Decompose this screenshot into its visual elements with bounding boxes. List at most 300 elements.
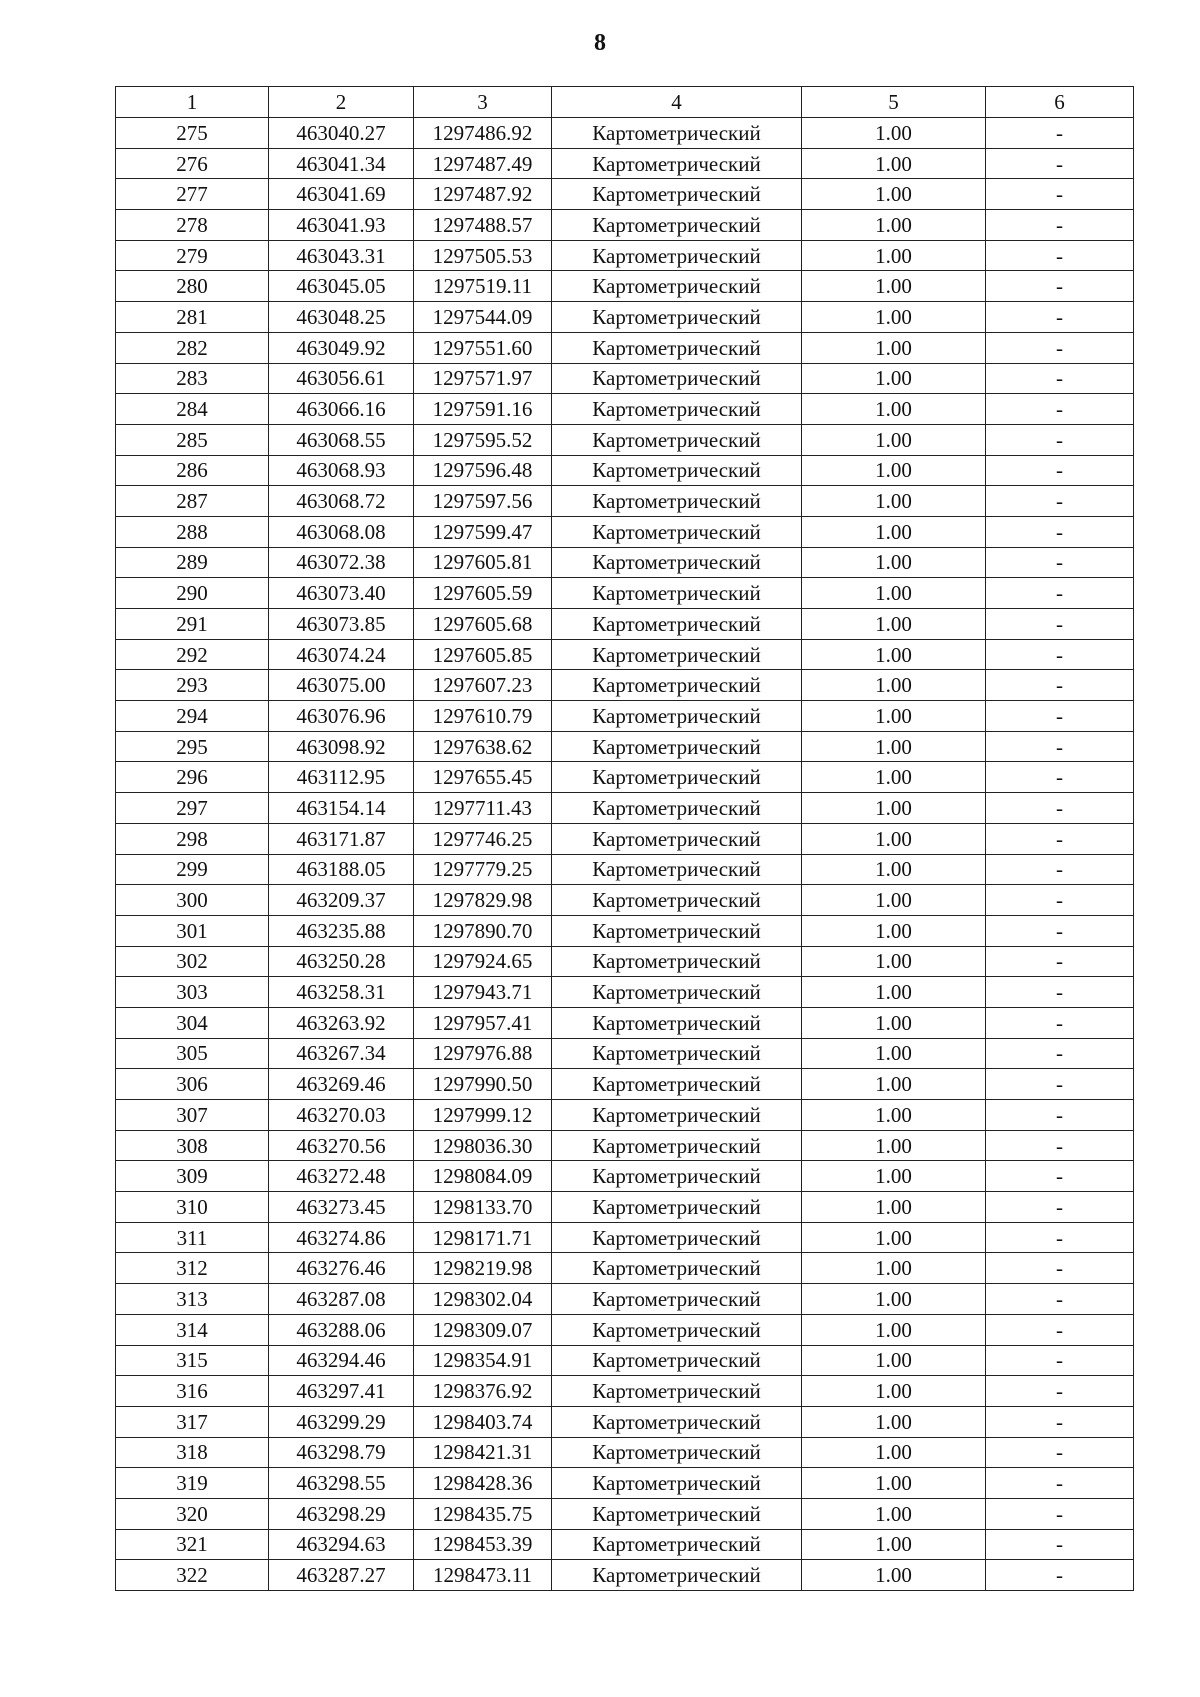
method-cell: Картометрический — [552, 332, 802, 363]
y-coordinate-cell: 1298036.30 — [414, 1130, 552, 1161]
description-cell: - — [986, 302, 1134, 333]
point-number-cell: 280 — [116, 271, 269, 302]
accuracy-cell: 1.00 — [802, 762, 986, 793]
method-cell: Картометрический — [552, 210, 802, 241]
description-cell: - — [986, 118, 1134, 149]
description-cell: - — [986, 332, 1134, 363]
accuracy-cell: 1.00 — [802, 1130, 986, 1161]
method-cell: Картометрический — [552, 762, 802, 793]
method-cell: Картометрический — [552, 424, 802, 455]
point-number-cell: 320 — [116, 1498, 269, 1529]
method-cell: Картометрический — [552, 302, 802, 333]
accuracy-cell: 1.00 — [802, 915, 986, 946]
x-coordinate-cell: 463112.95 — [269, 762, 414, 793]
table-row — [116, 240, 1134, 271]
table-row — [116, 1222, 1134, 1253]
x-coordinate-cell: 463075.00 — [269, 670, 414, 701]
method-cell: Картометрический — [552, 977, 802, 1008]
description-cell: - — [986, 516, 1134, 547]
method-cell: Картометрический — [552, 1130, 802, 1161]
accuracy-cell: 1.00 — [802, 1069, 986, 1100]
description-cell: - — [986, 1314, 1134, 1345]
x-coordinate-cell: 463209.37 — [269, 885, 414, 916]
table-row — [116, 1069, 1134, 1100]
y-coordinate-cell: 1298428.36 — [414, 1468, 552, 1499]
table-header — [116, 87, 1134, 118]
description-cell: - — [986, 977, 1134, 1008]
point-number-cell: 283 — [116, 363, 269, 394]
accuracy-cell: 1.00 — [802, 1192, 986, 1223]
method-cell: Картометрический — [552, 946, 802, 977]
y-coordinate-cell: 1298219.98 — [414, 1253, 552, 1284]
x-coordinate-cell: 463274.86 — [269, 1222, 414, 1253]
method-cell: Картометрический — [552, 1222, 802, 1253]
header-cell-3: 3 — [414, 87, 552, 118]
description-cell: - — [986, 179, 1134, 210]
description-cell: - — [986, 1345, 1134, 1376]
point-number-cell: 297 — [116, 793, 269, 824]
description-cell: - — [986, 148, 1134, 179]
method-cell: Картометрический — [552, 118, 802, 149]
accuracy-cell: 1.00 — [802, 1284, 986, 1315]
point-number-cell: 276 — [116, 148, 269, 179]
method-cell: Картометрический — [552, 1560, 802, 1591]
accuracy-cell: 1.00 — [802, 516, 986, 547]
description-cell: - — [986, 701, 1134, 732]
accuracy-cell: 1.00 — [802, 670, 986, 701]
table-body — [116, 118, 1134, 1591]
method-cell: Картометрический — [552, 1345, 802, 1376]
description-cell: - — [986, 1468, 1134, 1499]
method-cell: Картометрический — [552, 670, 802, 701]
table-row — [116, 701, 1134, 732]
x-coordinate-cell: 463288.06 — [269, 1314, 414, 1345]
y-coordinate-cell: 1297599.47 — [414, 516, 552, 547]
method-cell: Картометрический — [552, 1100, 802, 1131]
accuracy-cell: 1.00 — [802, 1222, 986, 1253]
method-cell: Картометрический — [552, 1038, 802, 1069]
table-row — [116, 1038, 1134, 1069]
y-coordinate-cell: 1297829.98 — [414, 885, 552, 916]
accuracy-cell: 1.00 — [802, 823, 986, 854]
table-row — [116, 977, 1134, 1008]
x-coordinate-cell: 463076.96 — [269, 701, 414, 732]
header-row — [116, 87, 1134, 118]
method-cell: Картометрический — [552, 1253, 802, 1284]
point-number-cell: 319 — [116, 1468, 269, 1499]
method-cell: Картометрический — [552, 885, 802, 916]
description-cell: - — [986, 1406, 1134, 1437]
table-row — [116, 639, 1134, 670]
accuracy-cell: 1.00 — [802, 332, 986, 363]
accuracy-cell: 1.00 — [802, 1376, 986, 1407]
point-number-cell: 295 — [116, 731, 269, 762]
table-row — [116, 547, 1134, 578]
x-coordinate-cell: 463235.88 — [269, 915, 414, 946]
point-number-cell: 286 — [116, 455, 269, 486]
description-cell: - — [986, 547, 1134, 578]
point-number-cell: 313 — [116, 1284, 269, 1315]
point-number-cell: 314 — [116, 1314, 269, 1345]
description-cell: - — [986, 823, 1134, 854]
x-coordinate-cell: 463298.79 — [269, 1437, 414, 1468]
method-cell: Картометрический — [552, 854, 802, 885]
method-cell: Картометрический — [552, 731, 802, 762]
accuracy-cell: 1.00 — [802, 793, 986, 824]
point-number-cell: 277 — [116, 179, 269, 210]
point-number-cell: 316 — [116, 1376, 269, 1407]
point-number-cell: 293 — [116, 670, 269, 701]
method-cell: Картометрический — [552, 1468, 802, 1499]
method-cell: Картометрический — [552, 547, 802, 578]
accuracy-cell: 1.00 — [802, 1498, 986, 1529]
description-cell: - — [986, 1192, 1134, 1223]
table-row — [116, 885, 1134, 916]
table-row — [116, 363, 1134, 394]
point-number-cell: 311 — [116, 1222, 269, 1253]
method-cell: Картометрический — [552, 394, 802, 425]
accuracy-cell: 1.00 — [802, 977, 986, 1008]
x-coordinate-cell: 463068.55 — [269, 424, 414, 455]
y-coordinate-cell: 1297990.50 — [414, 1069, 552, 1100]
y-coordinate-cell: 1297605.59 — [414, 578, 552, 609]
y-coordinate-cell: 1297591.16 — [414, 394, 552, 425]
accuracy-cell: 1.00 — [802, 394, 986, 425]
y-coordinate-cell: 1297597.56 — [414, 486, 552, 517]
table-row — [116, 1100, 1134, 1131]
point-number-cell: 321 — [116, 1529, 269, 1560]
x-coordinate-cell: 463270.56 — [269, 1130, 414, 1161]
x-coordinate-cell: 463073.40 — [269, 578, 414, 609]
table-row — [116, 670, 1134, 701]
description-cell: - — [986, 1529, 1134, 1560]
description-cell: - — [986, 946, 1134, 977]
description-cell: - — [986, 762, 1134, 793]
point-number-cell: 279 — [116, 240, 269, 271]
x-coordinate-cell: 463056.61 — [269, 363, 414, 394]
description-cell: - — [986, 1069, 1134, 1100]
accuracy-cell: 1.00 — [802, 179, 986, 210]
method-cell: Картометрический — [552, 915, 802, 946]
header-cell-4: 4 — [552, 87, 802, 118]
accuracy-cell: 1.00 — [802, 363, 986, 394]
accuracy-cell: 1.00 — [802, 1100, 986, 1131]
point-number-cell: 302 — [116, 946, 269, 977]
description-cell: - — [986, 1161, 1134, 1192]
point-number-cell: 322 — [116, 1560, 269, 1591]
x-coordinate-cell: 463041.34 — [269, 148, 414, 179]
point-number-cell: 284 — [116, 394, 269, 425]
y-coordinate-cell: 1297488.57 — [414, 210, 552, 241]
point-number-cell: 290 — [116, 578, 269, 609]
description-cell: - — [986, 1222, 1134, 1253]
method-cell: Картометрический — [552, 455, 802, 486]
x-coordinate-cell: 463068.93 — [269, 455, 414, 486]
point-number-cell: 296 — [116, 762, 269, 793]
accuracy-cell: 1.00 — [802, 731, 986, 762]
point-number-cell: 306 — [116, 1069, 269, 1100]
accuracy-cell: 1.00 — [802, 1560, 986, 1591]
point-number-cell: 303 — [116, 977, 269, 1008]
y-coordinate-cell: 1297544.09 — [414, 302, 552, 333]
description-cell: - — [986, 793, 1134, 824]
y-coordinate-cell: 1297571.97 — [414, 363, 552, 394]
y-coordinate-cell: 1297999.12 — [414, 1100, 552, 1131]
table-row — [116, 394, 1134, 425]
accuracy-cell: 1.00 — [802, 578, 986, 609]
accuracy-cell: 1.00 — [802, 547, 986, 578]
description-cell: - — [986, 394, 1134, 425]
method-cell: Картометрический — [552, 179, 802, 210]
description-cell: - — [986, 1560, 1134, 1591]
accuracy-cell: 1.00 — [802, 1253, 986, 1284]
header-cell-2: 2 — [269, 87, 414, 118]
method-cell: Картометрический — [552, 363, 802, 394]
y-coordinate-cell: 1298453.39 — [414, 1529, 552, 1560]
accuracy-cell: 1.00 — [802, 1038, 986, 1069]
coordinates-table — [115, 86, 1134, 1591]
y-coordinate-cell: 1297605.68 — [414, 609, 552, 640]
accuracy-cell: 1.00 — [802, 1007, 986, 1038]
table-row — [116, 823, 1134, 854]
method-cell: Картометрический — [552, 516, 802, 547]
table-row — [116, 1284, 1134, 1315]
y-coordinate-cell: 1297779.25 — [414, 854, 552, 885]
description-cell: - — [986, 1038, 1134, 1069]
y-coordinate-cell: 1298133.70 — [414, 1192, 552, 1223]
point-number-cell: 315 — [116, 1345, 269, 1376]
table-row — [116, 1130, 1134, 1161]
y-coordinate-cell: 1298421.31 — [414, 1437, 552, 1468]
x-coordinate-cell: 463270.03 — [269, 1100, 414, 1131]
table-row — [116, 1468, 1134, 1499]
description-cell: - — [986, 885, 1134, 916]
method-cell: Картометрический — [552, 1406, 802, 1437]
table-row — [116, 210, 1134, 241]
y-coordinate-cell: 1298376.92 — [414, 1376, 552, 1407]
method-cell: Картометрический — [552, 639, 802, 670]
method-cell: Картометрический — [552, 823, 802, 854]
accuracy-cell: 1.00 — [802, 1314, 986, 1345]
y-coordinate-cell: 1297607.23 — [414, 670, 552, 701]
x-coordinate-cell: 463258.31 — [269, 977, 414, 1008]
description-cell: - — [986, 639, 1134, 670]
point-number-cell: 309 — [116, 1161, 269, 1192]
description-cell: - — [986, 424, 1134, 455]
accuracy-cell: 1.00 — [802, 148, 986, 179]
accuracy-cell: 1.00 — [802, 240, 986, 271]
y-coordinate-cell: 1297943.71 — [414, 977, 552, 1008]
accuracy-cell: 1.00 — [802, 1161, 986, 1192]
method-cell: Картометрический — [552, 1376, 802, 1407]
x-coordinate-cell: 463074.24 — [269, 639, 414, 670]
method-cell: Картометрический — [552, 1498, 802, 1529]
x-coordinate-cell: 463073.85 — [269, 609, 414, 640]
point-number-cell: 299 — [116, 854, 269, 885]
method-cell: Картометрический — [552, 1007, 802, 1038]
description-cell: - — [986, 1130, 1134, 1161]
y-coordinate-cell: 1298084.09 — [414, 1161, 552, 1192]
description-cell: - — [986, 240, 1134, 271]
x-coordinate-cell: 463272.48 — [269, 1161, 414, 1192]
method-cell: Картометрический — [552, 1314, 802, 1345]
description-cell: - — [986, 486, 1134, 517]
y-coordinate-cell: 1298435.75 — [414, 1498, 552, 1529]
accuracy-cell: 1.00 — [802, 639, 986, 670]
method-cell: Картометрический — [552, 1437, 802, 1468]
point-number-cell: 282 — [116, 332, 269, 363]
accuracy-cell: 1.00 — [802, 118, 986, 149]
table-row — [116, 1437, 1134, 1468]
accuracy-cell: 1.00 — [802, 609, 986, 640]
accuracy-cell: 1.00 — [802, 210, 986, 241]
point-number-cell: 300 — [116, 885, 269, 916]
method-cell: Картометрический — [552, 578, 802, 609]
point-number-cell: 278 — [116, 210, 269, 241]
point-number-cell: 288 — [116, 516, 269, 547]
table-row — [116, 455, 1134, 486]
description-cell: - — [986, 731, 1134, 762]
description-cell: - — [986, 670, 1134, 701]
x-coordinate-cell: 463276.46 — [269, 1253, 414, 1284]
table-row — [116, 1529, 1134, 1560]
method-cell: Картометрический — [552, 1161, 802, 1192]
x-coordinate-cell: 463298.29 — [269, 1498, 414, 1529]
table-row — [116, 1253, 1134, 1284]
point-number-cell: 287 — [116, 486, 269, 517]
x-coordinate-cell: 463068.72 — [269, 486, 414, 517]
point-number-cell: 292 — [116, 639, 269, 670]
method-cell: Картометрический — [552, 1192, 802, 1223]
y-coordinate-cell: 1297957.41 — [414, 1007, 552, 1038]
x-coordinate-cell: 463171.87 — [269, 823, 414, 854]
point-number-cell: 308 — [116, 1130, 269, 1161]
method-cell: Картометрический — [552, 701, 802, 732]
accuracy-cell: 1.00 — [802, 486, 986, 517]
method-cell: Картометрический — [552, 271, 802, 302]
x-coordinate-cell: 463294.63 — [269, 1529, 414, 1560]
y-coordinate-cell: 1297605.85 — [414, 639, 552, 670]
y-coordinate-cell: 1297487.49 — [414, 148, 552, 179]
point-number-cell: 281 — [116, 302, 269, 333]
point-number-cell: 291 — [116, 609, 269, 640]
table-row — [116, 609, 1134, 640]
accuracy-cell: 1.00 — [802, 302, 986, 333]
description-cell: - — [986, 1284, 1134, 1315]
description-cell: - — [986, 578, 1134, 609]
y-coordinate-cell: 1297487.92 — [414, 179, 552, 210]
description-cell: - — [986, 1253, 1134, 1284]
y-coordinate-cell: 1297551.60 — [414, 332, 552, 363]
x-coordinate-cell: 463049.92 — [269, 332, 414, 363]
y-coordinate-cell: 1297505.53 — [414, 240, 552, 271]
table-row — [116, 271, 1134, 302]
accuracy-cell: 1.00 — [802, 1406, 986, 1437]
table-row — [116, 148, 1134, 179]
x-coordinate-cell: 463263.92 — [269, 1007, 414, 1038]
method-cell: Картометрический — [552, 486, 802, 517]
x-coordinate-cell: 463068.08 — [269, 516, 414, 547]
x-coordinate-cell: 463287.27 — [269, 1560, 414, 1591]
y-coordinate-cell: 1297486.92 — [414, 118, 552, 149]
accuracy-cell: 1.00 — [802, 1468, 986, 1499]
y-coordinate-cell: 1297976.88 — [414, 1038, 552, 1069]
x-coordinate-cell: 463299.29 — [269, 1406, 414, 1437]
header-cell-6: 6 — [986, 87, 1134, 118]
x-coordinate-cell: 463188.05 — [269, 854, 414, 885]
y-coordinate-cell: 1297638.62 — [414, 731, 552, 762]
table-row — [116, 946, 1134, 977]
x-coordinate-cell: 463041.69 — [269, 179, 414, 210]
description-cell: - — [986, 271, 1134, 302]
x-coordinate-cell: 463066.16 — [269, 394, 414, 425]
header-cell-1: 1 — [116, 87, 269, 118]
table-row — [116, 762, 1134, 793]
table-row — [116, 332, 1134, 363]
point-number-cell: 285 — [116, 424, 269, 455]
point-number-cell: 307 — [116, 1100, 269, 1131]
point-number-cell: 318 — [116, 1437, 269, 1468]
accuracy-cell: 1.00 — [802, 424, 986, 455]
x-coordinate-cell: 463098.92 — [269, 731, 414, 762]
description-cell: - — [986, 609, 1134, 640]
y-coordinate-cell: 1297595.52 — [414, 424, 552, 455]
x-coordinate-cell: 463250.28 — [269, 946, 414, 977]
y-coordinate-cell: 1297924.65 — [414, 946, 552, 977]
table-row — [116, 516, 1134, 547]
description-cell: - — [986, 210, 1134, 241]
accuracy-cell: 1.00 — [802, 854, 986, 885]
point-number-cell: 317 — [116, 1406, 269, 1437]
x-coordinate-cell: 463040.27 — [269, 118, 414, 149]
table-row — [116, 1560, 1134, 1591]
y-coordinate-cell: 1298309.07 — [414, 1314, 552, 1345]
y-coordinate-cell: 1298302.04 — [414, 1284, 552, 1315]
method-cell: Картометрический — [552, 793, 802, 824]
table-row — [116, 793, 1134, 824]
description-cell: - — [986, 363, 1134, 394]
x-coordinate-cell: 463294.46 — [269, 1345, 414, 1376]
accuracy-cell: 1.00 — [802, 701, 986, 732]
x-coordinate-cell: 463298.55 — [269, 1468, 414, 1499]
accuracy-cell: 1.00 — [802, 1437, 986, 1468]
point-number-cell: 304 — [116, 1007, 269, 1038]
accuracy-cell: 1.00 — [802, 271, 986, 302]
table-row — [116, 486, 1134, 517]
table-row — [116, 118, 1134, 149]
y-coordinate-cell: 1297605.81 — [414, 547, 552, 578]
table-row — [116, 578, 1134, 609]
point-number-cell: 310 — [116, 1192, 269, 1223]
point-number-cell: 298 — [116, 823, 269, 854]
table-row — [116, 1007, 1134, 1038]
table-row — [116, 1406, 1134, 1437]
x-coordinate-cell: 463072.38 — [269, 547, 414, 578]
accuracy-cell: 1.00 — [802, 1345, 986, 1376]
point-number-cell: 305 — [116, 1038, 269, 1069]
table-row — [116, 424, 1134, 455]
table-row — [116, 1498, 1134, 1529]
description-cell: - — [986, 455, 1134, 486]
table-row — [116, 731, 1134, 762]
y-coordinate-cell: 1297890.70 — [414, 915, 552, 946]
page-number: 8 — [594, 30, 606, 56]
table-row — [116, 1376, 1134, 1407]
method-cell: Картометрический — [552, 1529, 802, 1560]
point-number-cell: 301 — [116, 915, 269, 946]
table-row — [116, 302, 1134, 333]
x-coordinate-cell: 463043.31 — [269, 240, 414, 271]
